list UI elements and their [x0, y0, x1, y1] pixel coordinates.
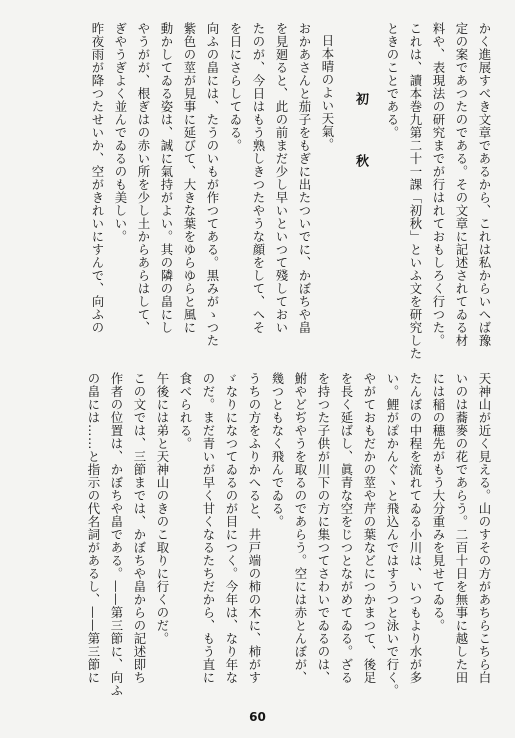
- text-line: かく進展すべき文章であるから、これは私からいへば豫: [477, 22, 492, 347]
- text-line: 食べられる。: [178, 372, 193, 450]
- section-title: 初 秋: [353, 92, 368, 185]
- text-line: のだ。まだ青いが早く甘くなるたちだから、もう直に: [201, 372, 216, 684]
- text-line: 動かしてゐる姿は、誠に氣持がよい。其の隣の畠にし: [159, 22, 174, 334]
- text-line: 午後には弟と天神山のきのこ取りに行くのだ。: [155, 372, 170, 645]
- text-line: たのが、今日はもう熟しきつたやうな顔をして、へそ: [251, 22, 266, 334]
- text-line: おかあさんと茄子をもぎに出たついでに、かぼちや畠: [297, 22, 312, 334]
- lower-text-block: [22, 372, 496, 704]
- text-line: を持つた子供が川下の方に集つてさわいでゐるのは、: [316, 372, 331, 684]
- text-line: ゞなりになつてゐるのが目につく。今年は、なり年な: [224, 372, 239, 684]
- text-line: この文では、三節までは、かぼちや畠からの記述即ち: [132, 372, 147, 684]
- text-line: これは、讀本巻九第二十一課「初秋」といふ文を研究した: [408, 22, 423, 360]
- text-line: 天神山が近く見える。山のすその方があちらこちら白: [477, 372, 492, 684]
- text-line: 昨夜雨が降つたせいか、空がきれいにすんで、向ふの: [90, 22, 105, 334]
- text-line: を長く延ばし、眞青な空をじつとながめてゐる。ざる: [339, 372, 354, 684]
- text-line: 紫色の莖が見事に延びて、大きな葉をゆらゆらと風に: [182, 22, 197, 334]
- text-line: を日にさらしてゐる。: [228, 22, 243, 152]
- text-line: やうがが、根ぎはの赤い所を少し土からあらはして、: [136, 22, 151, 334]
- text-line: 料や、表現法の研究までが行はれておもしろく行つた。: [431, 22, 446, 347]
- text-line: 定の案であつたのである。その文章に記述されてゐる材: [454, 22, 469, 347]
- text-line: 日本晴のよい天氣。: [320, 34, 335, 151]
- text-line: 幾つともなく飛んでゐる。: [270, 372, 285, 528]
- text-line: を見廻ると、此の前まだ少し早いといつて殘しておい: [274, 22, 289, 334]
- page-number: 60: [249, 710, 266, 724]
- text-line: 向ふの畠には、たうのいもが作つてある。黒みがゝつた: [205, 22, 220, 347]
- text-line: には稲の穗先がもう大分重みを見せてゐる。: [431, 372, 446, 632]
- text-line: 作者の位置は、かぼちや畠である。——第三節に、向ふ: [109, 372, 124, 697]
- text-line: いのは蕎麥の花であらう。二百十日を無事に越した田: [454, 372, 469, 684]
- text-line: ときのことである。: [385, 22, 400, 139]
- upper-text-block: [22, 22, 496, 360]
- text-line: ぎやうぎよく並んでゐるのも美しい。: [113, 22, 128, 243]
- text-line: 鮒やどぢやうを取るのであらう。空には赤とんぼが、: [293, 372, 308, 684]
- text-line: い。鯉がぽかんぐヽと飛込んではすうつと泳いで行く。: [385, 372, 400, 697]
- text-line: やがておもだかの莖や芹の葉などにつかまつて、後足: [362, 372, 377, 684]
- text-line: たんぼの中程を流れてゐる小川は、いつもより水が多: [408, 372, 423, 684]
- text-line: の畠には……と指示の代名詞があるし、——第三節に: [86, 372, 101, 684]
- text-line: うちの方をふりかへると、井戸端の柿の木に、柿がす: [247, 372, 262, 684]
